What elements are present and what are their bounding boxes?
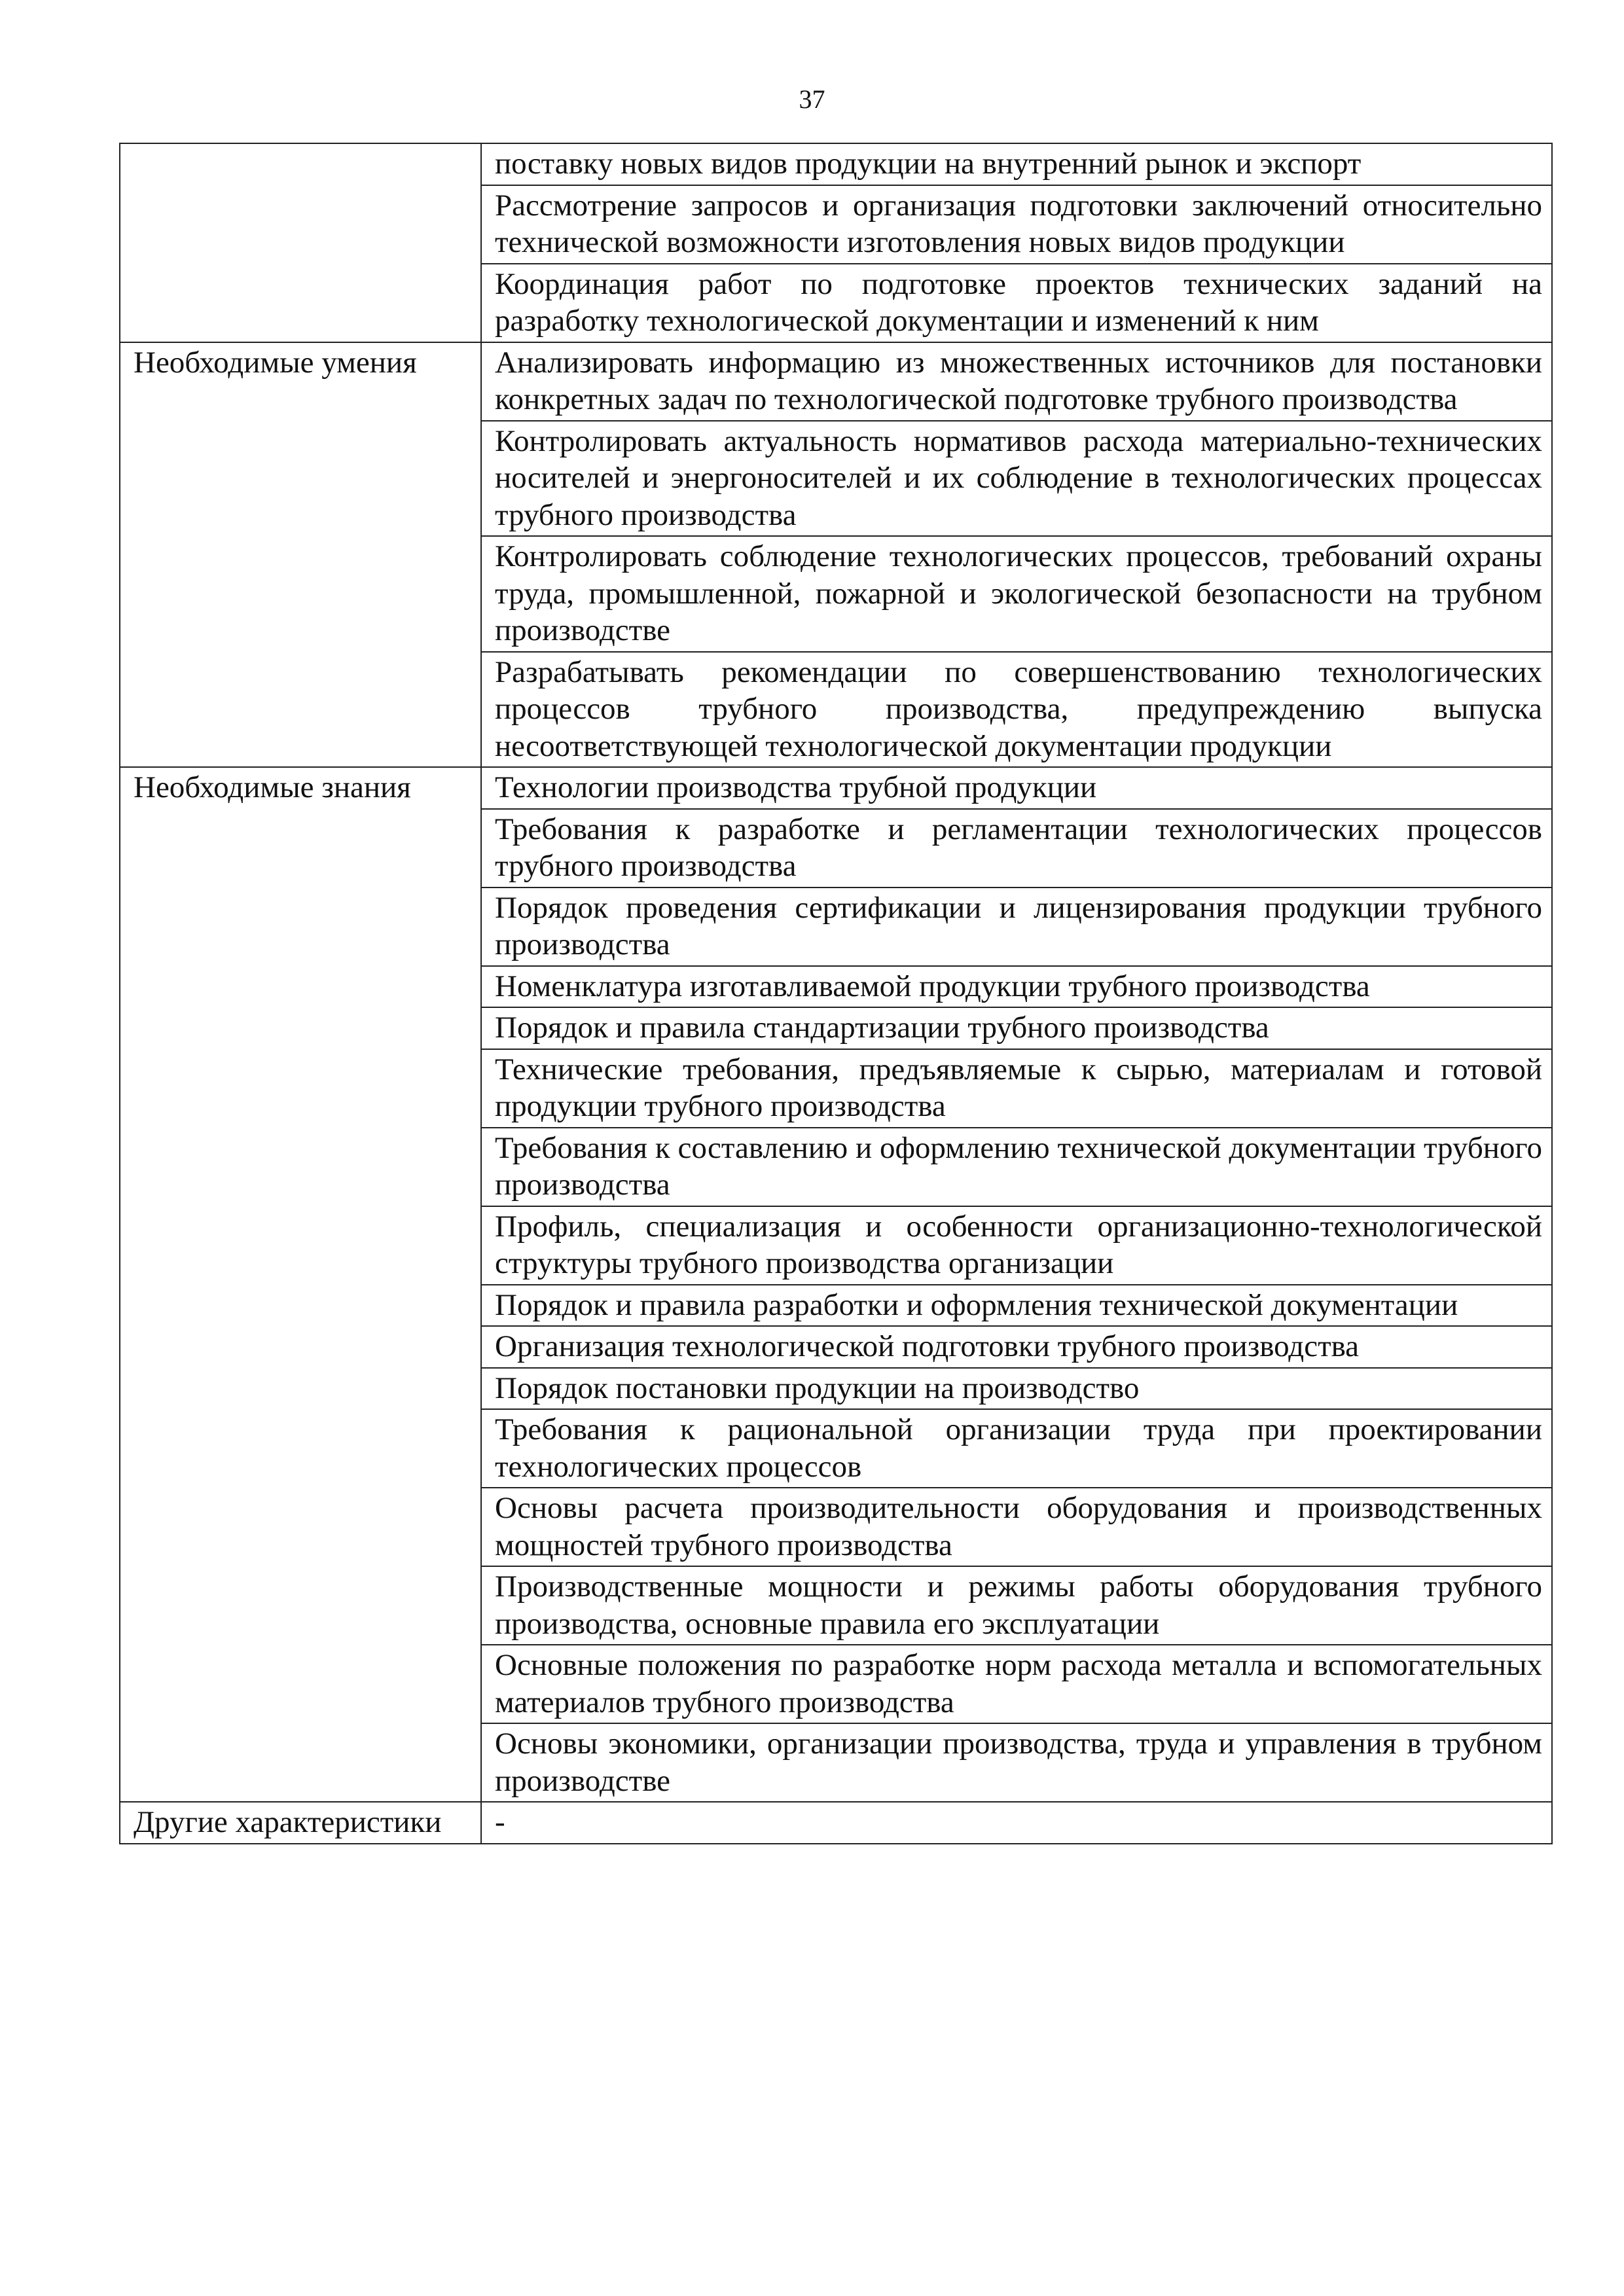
table-row [120, 1802, 1552, 1844]
requirement-item: Контролировать актуальность нормативов расхода материально-технических носителей и энергоносителей и их соблюдение в технологических процессах трубного производства [481, 421, 1552, 537]
requirement-item: Технологии производства трубной продукции [481, 767, 1552, 809]
requirement-item: Производственные мощности и режимы работы оборудования трубного производства, основные правила его эксплуатации [481, 1566, 1552, 1645]
table-row [120, 342, 1552, 421]
competency-table-body [120, 143, 1552, 1844]
requirement-item: Основы экономики, организации производства, труда и управления в трубном производстве [481, 1723, 1552, 1802]
section-label: Необходимые знания [120, 767, 481, 1802]
table-row [120, 767, 1552, 809]
requirement-item: Порядок постановки продукции на производство [481, 1368, 1552, 1410]
requirement-item: Основные положения по разработке норм расхода металла и вспомогательных материалов трубного производства [481, 1645, 1552, 1723]
requirement-item: Порядок и правила разработки и оформления технической документации [481, 1285, 1552, 1327]
requirement-item: Технические требования, предъявляемые к сырью, материалам и готовой продукции трубного производства [481, 1049, 1552, 1128]
requirement-item: Разрабатывать рекомендации по совершенствованию технологических процессов трубного производства, предупреждению выпуска несоответствующей технологической документации продукции [481, 652, 1552, 768]
requirement-item: Основы расчета производительности оборудования и производственных мощностей трубного производства [481, 1488, 1552, 1566]
section-label [120, 143, 481, 342]
requirement-item: Организация технологической подготовки трубного производства [481, 1326, 1552, 1368]
requirement-item: Порядок проведения сертификации и лицензирования продукции трубного производства [481, 888, 1552, 966]
requirement-item: Требования к разработке и регламентации технологических процессов трубного производства [481, 809, 1552, 888]
section-label: Необходимые умения [120, 342, 481, 768]
requirement-item: Профиль, специализация и особенности организационно-технологической структуры трубного производства организации [481, 1206, 1552, 1285]
requirement-item: - [481, 1802, 1552, 1844]
page-number: 37 [799, 84, 825, 114]
requirement-item: Требования к рациональной организации труда при проектировании технологических процессов [481, 1409, 1552, 1488]
requirement-item: Порядок и правила стандартизации трубного производства [481, 1007, 1552, 1049]
requirement-item: Требования к составлению и оформлению технической документации трубного производства [481, 1128, 1552, 1206]
requirement-item: Номенклатура изготавливаемой продукции трубного производства [481, 966, 1552, 1008]
requirement-item: Анализировать информацию из множественных источников для постановки конкретных задач по технологической подготовке трубного производства [481, 342, 1552, 421]
requirement-item: Рассмотрение запросов и организация подготовки заключений относительно технической возможности изготовления новых видов продукции [481, 185, 1552, 264]
table-row [120, 143, 1552, 185]
requirement-item: поставку новых видов продукции на внутренний рынок и экспорт [481, 143, 1552, 185]
requirement-item: Контролировать соблюдение технологических процессов, требований охраны труда, промышленной, пожарной и экологической безопасности на трубном производстве [481, 536, 1552, 652]
section-label: Другие характеристики [120, 1802, 481, 1844]
competency-table [119, 143, 1553, 1844]
requirement-item: Координация работ по подготовке проектов технических заданий на разработку технологической документации и изменений к ним [481, 264, 1552, 342]
